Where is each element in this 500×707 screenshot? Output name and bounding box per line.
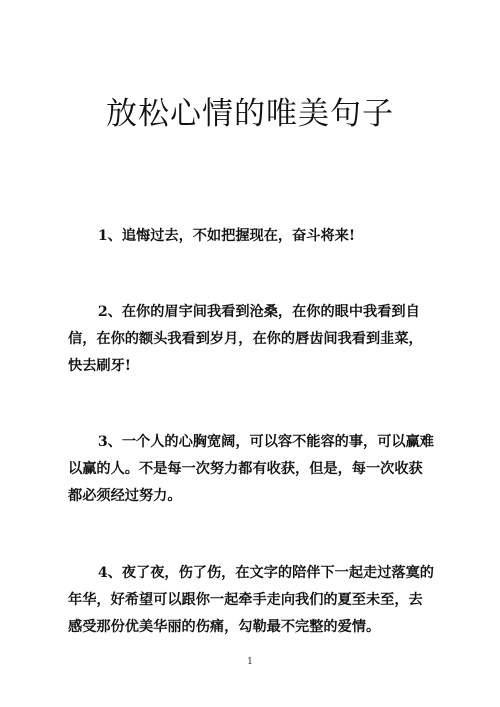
paragraph-2: 2、在你的眉宇间我看到沧桑，在你的眼中我看到自信，在你的额头我看到岁月，在你的唇齿间我看到韭菜，快去刷牙! — [68, 304, 423, 374]
document-title: 放松心情的唯美句子 — [106, 96, 394, 132]
paragraph-1: 1、追悔过去，不如把握现在，奋斗将来! — [97, 228, 356, 244]
paragraph-4: 4、夜了夜，伤了伤，在文字的陪伴下一起走过落寞的年华，好希望可以跟你一起牵手走向我们的夏至未至，去感受那份优美华丽的伤痛，勾勒最不完整的爱情。 — [68, 565, 434, 635]
paragraph-3: 3、一个人的心胸宽阔，可以容不能容的事，可以赢难以赢的人。不是每一次努力都有收获，但是，每一次收获都必须经过努力。 — [68, 434, 434, 504]
page-number: 1 — [247, 657, 253, 667]
